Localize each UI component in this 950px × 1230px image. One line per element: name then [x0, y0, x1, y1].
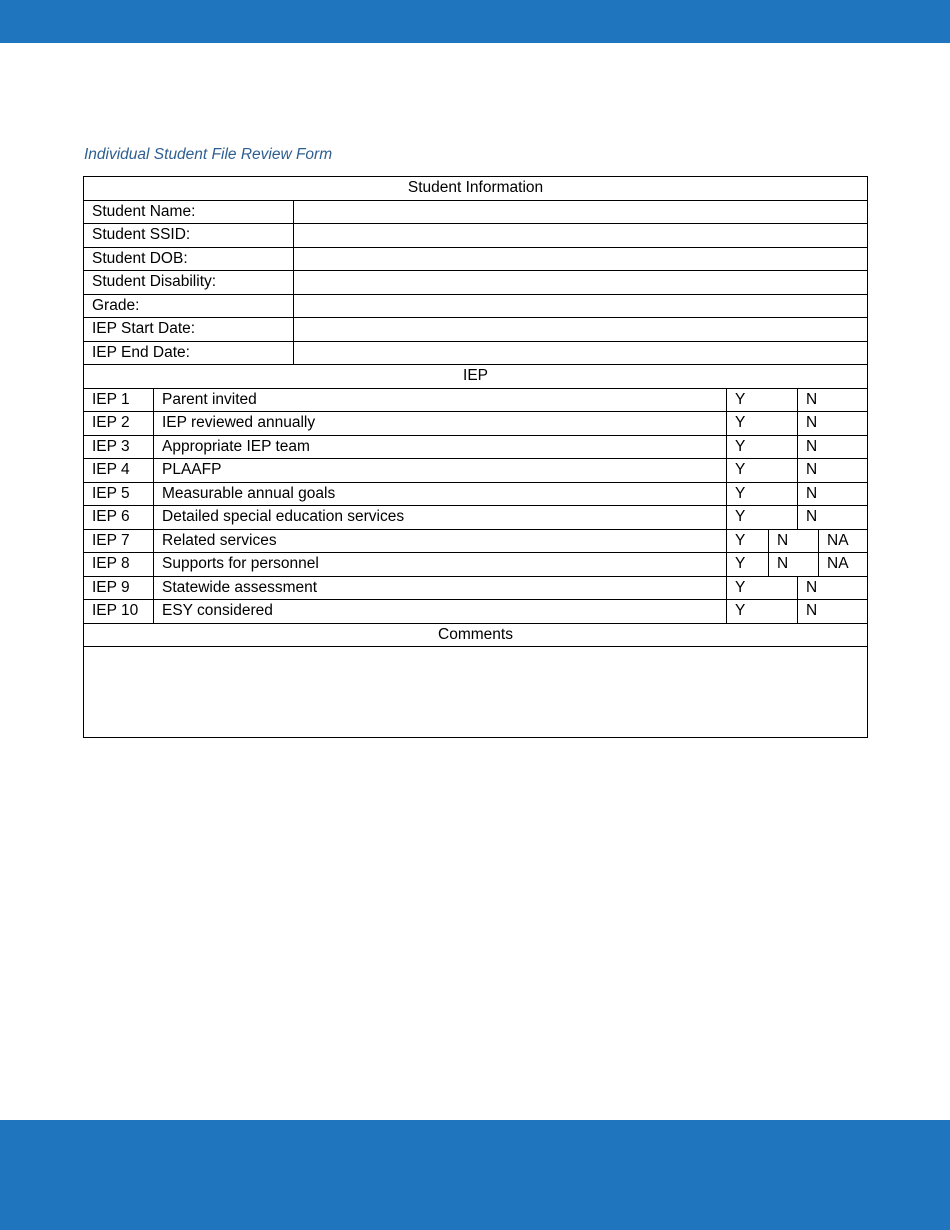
iep-option-n[interactable]: N [798, 412, 868, 436]
grade-row [84, 294, 868, 318]
iep-option-na[interactable]: NA [819, 529, 868, 553]
iep-section-title: IEP [84, 365, 868, 389]
iep-start-date-field[interactable] [294, 318, 868, 342]
iep-option-y[interactable]: Y [727, 435, 798, 459]
student-name-row [84, 200, 868, 224]
iep-option-y[interactable]: Y [727, 412, 798, 436]
student-name-field[interactable] [294, 200, 868, 224]
iep-end-date-label: IEP End Date: [84, 341, 294, 365]
iep-code: IEP 7 [84, 529, 154, 553]
student-dob-label: Student DOB: [84, 247, 294, 271]
form-title: Individual Student File Review Form [84, 146, 333, 163]
iep-option-y[interactable]: Y [727, 576, 798, 600]
header-band [0, 0, 950, 43]
iep-option-y[interactable]: Y [727, 482, 798, 506]
iep-description: Parent invited [154, 388, 727, 412]
iep-row-8 [84, 553, 868, 577]
student-disability-row [84, 271, 868, 295]
iep-end-date-row [84, 341, 868, 365]
iep-row-7 [84, 529, 868, 553]
iep-end-date-field[interactable] [294, 341, 868, 365]
footer-band [0, 1120, 950, 1230]
iep-row-1 [84, 388, 868, 412]
student-info-title: Student Information [84, 177, 868, 201]
iep-description: Appropriate IEP team [154, 435, 727, 459]
iep-row-2 [84, 412, 868, 436]
iep-option-n[interactable]: N [798, 576, 868, 600]
student-name-label: Student Name: [84, 200, 294, 224]
student-ssid-field[interactable] [294, 224, 868, 248]
iep-code: IEP 2 [84, 412, 154, 436]
comments-title: Comments [84, 623, 868, 647]
iep-row-5 [84, 482, 868, 506]
student-disability-field[interactable] [294, 271, 868, 295]
iep-description: Measurable annual goals [154, 482, 727, 506]
iep-code: IEP 9 [84, 576, 154, 600]
iep-option-na[interactable]: NA [819, 553, 868, 577]
iep-code: IEP 4 [84, 459, 154, 483]
iep-option-y[interactable]: Y [727, 553, 769, 577]
iep-description: PLAAFP [154, 459, 727, 483]
iep-description: Supports for personnel [154, 553, 727, 577]
iep-code: IEP 10 [84, 600, 154, 624]
iep-row-3 [84, 435, 868, 459]
iep-option-y[interactable]: Y [727, 388, 798, 412]
iep-description: Related services [154, 529, 727, 553]
iep-option-n[interactable]: N [798, 435, 868, 459]
iep-row-6 [84, 506, 868, 530]
iep-option-y[interactable]: Y [727, 600, 798, 624]
iep-option-n[interactable]: N [798, 388, 868, 412]
iep-option-n[interactable]: N [798, 506, 868, 530]
iep-option-y[interactable]: Y [727, 459, 798, 483]
iep-start-date-row [84, 318, 868, 342]
iep-description: Statewide assessment [154, 576, 727, 600]
iep-row-9 [84, 576, 868, 600]
student-dob-field[interactable] [294, 247, 868, 271]
iep-description: IEP reviewed annually [154, 412, 727, 436]
iep-option-y[interactable]: Y [727, 529, 769, 553]
iep-option-y[interactable]: Y [727, 506, 798, 530]
grade-label: Grade: [84, 294, 294, 318]
iep-start-date-label: IEP Start Date: [84, 318, 294, 342]
iep-option-n[interactable]: N [769, 529, 819, 553]
iep-description: ESY considered [154, 600, 727, 624]
iep-code: IEP 1 [84, 388, 154, 412]
iep-option-n[interactable]: N [769, 553, 819, 577]
iep-code: IEP 6 [84, 506, 154, 530]
iep-description: Detailed special education services [154, 506, 727, 530]
iep-option-n[interactable]: N [798, 600, 868, 624]
student-dob-row [84, 247, 868, 271]
iep-row-4 [84, 459, 868, 483]
iep-option-n[interactable]: N [798, 459, 868, 483]
iep-code: IEP 5 [84, 482, 154, 506]
iep-row-10 [84, 600, 868, 624]
iep-option-n[interactable]: N [798, 482, 868, 506]
student-disability-label: Student Disability: [84, 271, 294, 295]
student-ssid-label: Student SSID: [84, 224, 294, 248]
grade-field[interactable] [294, 294, 868, 318]
comments-body-row [84, 647, 868, 738]
review-form-table [83, 176, 868, 738]
iep-header-row [84, 365, 868, 389]
student-info-header-row [84, 177, 868, 201]
comments-field[interactable] [84, 647, 868, 738]
iep-code: IEP 3 [84, 435, 154, 459]
iep-code: IEP 8 [84, 553, 154, 577]
comments-header-row [84, 623, 868, 647]
student-ssid-row [84, 224, 868, 248]
